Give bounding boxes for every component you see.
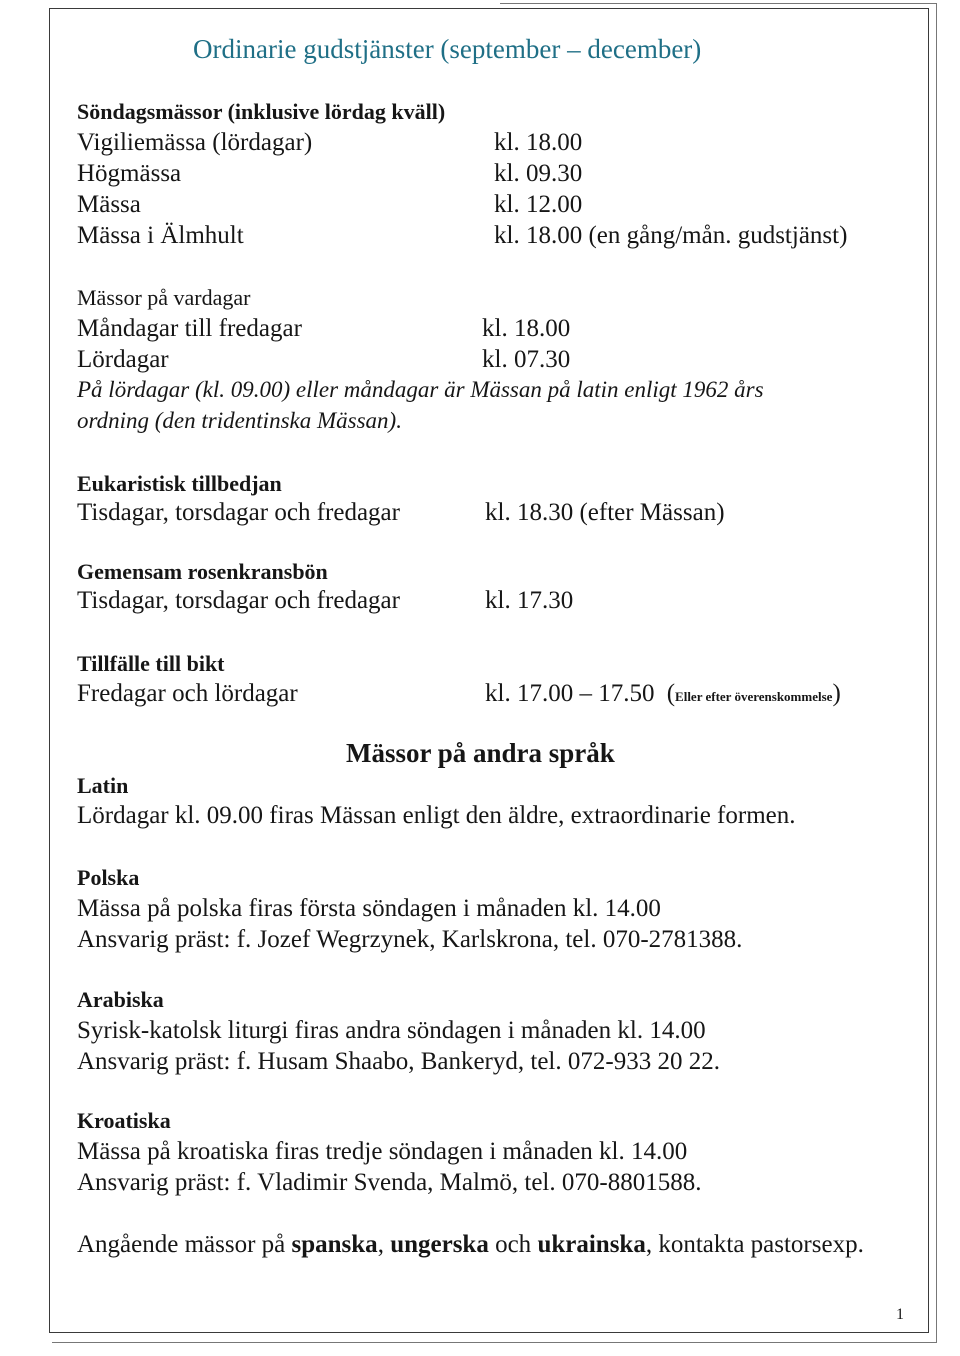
sunday-row-time: kl. 18.00 (en gång/mån. gudstjänst) xyxy=(494,222,848,249)
sunday-row-label: Vigiliemässa (lördagar) xyxy=(77,129,313,156)
polish-line: Mässa på polska firas första söndagen i månaden kl. 14.00 xyxy=(77,895,661,922)
footer-ukrainian: ukrainska xyxy=(537,1231,646,1258)
rosary-heading: Gemensam rosenkransbön xyxy=(77,559,328,584)
polish-heading: Polska xyxy=(77,865,140,890)
sunday-row-time: kl. 12.00 xyxy=(494,191,583,218)
weekday-row-time: kl. 18.00 xyxy=(482,315,571,342)
rosary-time: kl. 17.30 xyxy=(485,587,574,614)
footer-spanish: spanska xyxy=(291,1231,378,1258)
croatian-line: Mässa på kroatiska firas tredje söndagen i månaden kl. 14.00 xyxy=(77,1138,688,1165)
latin-line: Lördagar kl. 09.00 firas Mässan enligt den äldre, extraordinarie formen. xyxy=(77,802,796,829)
weekday-row-label: Lördagar xyxy=(77,346,169,373)
footer-text: Angående mässor på xyxy=(77,1231,292,1258)
confession-label: Fredagar och lördagar xyxy=(77,680,298,707)
arabic-line: Ansvarig präst: f. Husam Shaabo, Bankeryd, tel. 072-933 20 22. xyxy=(77,1048,720,1075)
weekday-row-time: kl. 07.30 xyxy=(482,346,571,373)
latin-heading: Latin xyxy=(77,773,129,798)
frame-top-line xyxy=(500,3,937,4)
footer-note xyxy=(77,1232,864,1257)
confession-time-value: kl. 17.00 – 17.50 xyxy=(485,680,655,707)
confession-paren-open: ( xyxy=(666,680,676,707)
adoration-label: Tisdagar, torsdagar och fredagar xyxy=(77,499,400,526)
languages-heading: Mässor på andra språk xyxy=(346,738,615,768)
arabic-heading: Arabiska xyxy=(77,987,164,1012)
frame-bottom-line xyxy=(52,1342,936,1343)
page-number: 1 xyxy=(896,1306,904,1323)
sunday-row-label: Högmässa xyxy=(77,160,182,187)
arabic-line: Syrisk-katolsk liturgi firas andra söndagen i månaden kl. 14.00 xyxy=(77,1017,706,1044)
croatian-heading: Kroatiska xyxy=(77,1108,171,1133)
croatian-line: Ansvarig präst: f. Vladimir Svenda, Malmö, tel. 070-8801588. xyxy=(77,1169,702,1196)
weekday-note-line: ordning (den tridentinska Mässan). xyxy=(77,408,402,433)
footer-hungarian: ungerska xyxy=(390,1231,489,1258)
footer-text-end: , kontakta pastorsexp. xyxy=(645,1231,864,1258)
sunday-row-time: kl. 18.00 xyxy=(494,129,583,156)
sunday-heading: Söndagsmässor (inklusive lördag kväll) xyxy=(77,99,446,124)
frame-right-line xyxy=(936,3,937,1343)
sunday-row-time: kl. 09.30 xyxy=(494,160,583,187)
confession-note: Eller efter överenskommelse xyxy=(675,689,833,704)
footer-and: och xyxy=(488,1231,538,1258)
rosary-label: Tisdagar, torsdagar och fredagar xyxy=(77,587,400,614)
weekday-row-label: Måndagar till fredagar xyxy=(77,315,302,342)
confession-time xyxy=(485,681,841,706)
sunday-row-label: Mässa xyxy=(77,191,141,218)
adoration-heading: Eukaristisk tillbedjan xyxy=(77,471,282,496)
weekday-heading: Mässor på vardagar xyxy=(77,285,251,310)
confession-paren-close: ) xyxy=(832,680,841,707)
sunday-row-label: Mässa i Älmhult xyxy=(77,222,244,249)
polish-line: Ansvarig präst: f. Jozef Wegrzynek, Karlskrona, tel. 070-2781388. xyxy=(77,926,743,953)
confession-heading: Tillfälle till bikt xyxy=(77,651,225,676)
page-title: Ordinarie gudstjänster (september – december) xyxy=(193,34,702,64)
weekday-note-line: På lördagar (kl. 09.00) eller måndagar är Mässan på latin enligt 1962 års xyxy=(77,377,764,402)
footer-comma: , xyxy=(377,1231,391,1258)
adoration-time: kl. 18.30 (efter Mässan) xyxy=(485,499,725,526)
